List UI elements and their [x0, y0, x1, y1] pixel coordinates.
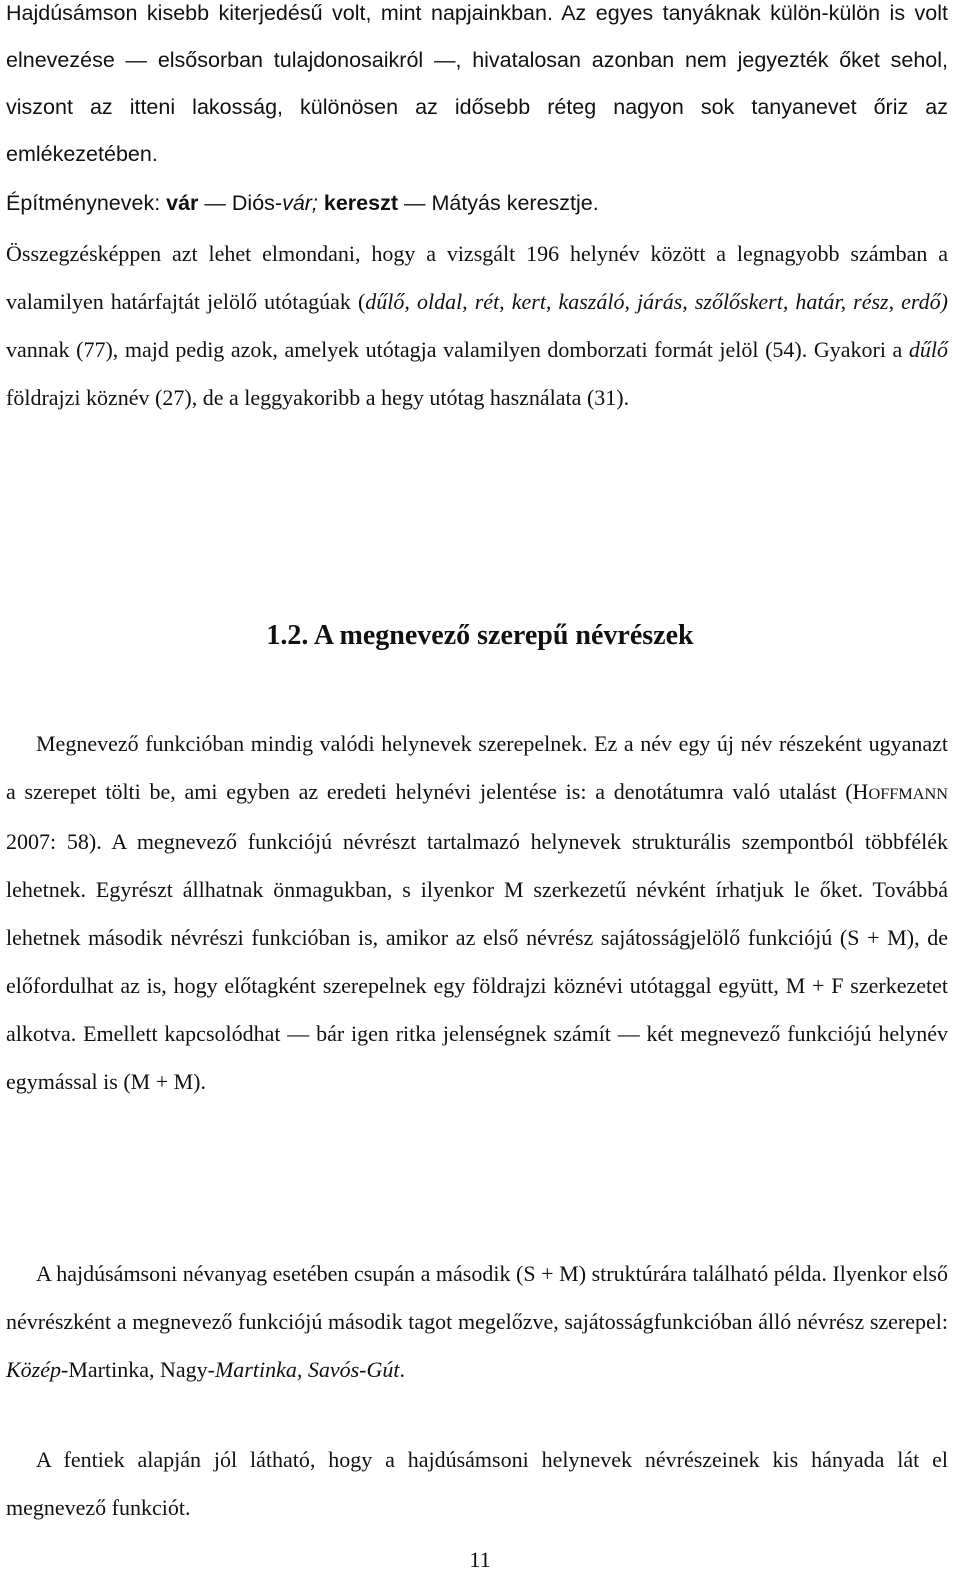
paragraph-osszegzes	[6, 230, 948, 422]
text-run: vannak (77), majd pedig azok, amelyek utótagja valamilyen domborzati formát jelöl (54). Gyakori a	[6, 337, 909, 362]
paragraph-epitmenynevek	[6, 180, 948, 227]
text-run: 2007: 58). A megnevező funkciójú névrészt tartalmazó helynevek strukturális szempontból többfélék lehetnek. Egyrészt állhatnak önmagukban, s ilyenkor M szerkezetű névként írhatjuk le őket. Továbbá lehetnek második névrészi funkcióban is, amikor az első névrész sajátosságjelölő funkciójú (S + M), de előfordulhat az is, hogy előtagként szerepelnek egy földrajzi köznévi utótaggal együtt, M + F szerkezetet alkotva. Emellett kapcsolódhat — bár igen ritka jelenségnek számít — két megnevező funkciójú helynév egymással is (M + M).	[6, 829, 948, 1094]
paragraph-megnevezo	[6, 720, 948, 1106]
text-run: Összegzésképpen azt lehet elmondani, hogy a vizsgált 196 helynév között a legnagyobb számban a valamilyen határfajtát jelölő utótagúak (	[6, 241, 948, 314]
page-number: 11	[469, 1547, 491, 1572]
text-run: — Diós-	[198, 191, 283, 215]
section-heading: 1.2. A megnevező szerepű névrészek	[266, 620, 694, 651]
small-caps-author: OFFMANN	[868, 784, 948, 803]
italic-term: vár;	[282, 191, 318, 215]
paragraph-fentiek	[6, 1436, 948, 1532]
paragraph-text: Hajdúsámson kisebb kiterjedésű volt, mint napjainkban. Az egyes tanyáknak külön-külön is volt elnevezése — elsősorban tulajdonosaikról —, hivatalosan azonban nem jegyezték őket sehol, viszont az itteni lakosság, különösen az idősebb réteg nagyon sok tanyanevet őriz az emlékezetében.	[6, 1, 948, 166]
text-run: földrajzi köznév (27), de a leggyakoribb a hegy utótag használata (31).	[6, 385, 630, 410]
italic-term: dűlő	[908, 337, 948, 362]
paragraph-hajdusamsoni	[6, 1250, 948, 1394]
paragraph-text: A fentiek alapján jól látható, hogy a hajdúsámsoni helynevek névrészeinek kis hányada lát el megnevező funkciót.	[6, 1447, 948, 1520]
bold-term: kereszt	[323, 191, 398, 215]
text-run: Martinka, Nagy-	[68, 1357, 215, 1382]
bold-term: vár	[166, 191, 199, 215]
italic-term: Martinka, Savós-Gút	[214, 1357, 400, 1382]
italic-term: dűlő, oldal, rét, kert, kaszáló, járás, szőlőskert, határ, rész, erdő)	[365, 289, 948, 314]
paragraph-tanyanevek	[6, 0, 948, 178]
text-run: — Mátyás keresztje.	[398, 191, 599, 215]
text-run: Megnevező funkcióban mindig valódi helynevek szerepelnek. Ez a név egy új név részeként ugyanazt a szerepet tölti be, ami egyben az eredeti helynévi jelentése is: a denotátumra való utalást (H	[6, 731, 948, 804]
text-run: Építménynevek:	[6, 191, 167, 215]
text-run: A hajdúsámsoni névanyag esetében csupán a második (S + M) struktúrára található példa. Ilyenkor első névrészként a megnevező funkciójú második tagot megelőzve, sajátosságfunkcióban álló névrész szerepel:	[6, 1261, 948, 1334]
italic-term: Közép-	[6, 1357, 69, 1382]
text-run: .	[399, 1357, 405, 1382]
